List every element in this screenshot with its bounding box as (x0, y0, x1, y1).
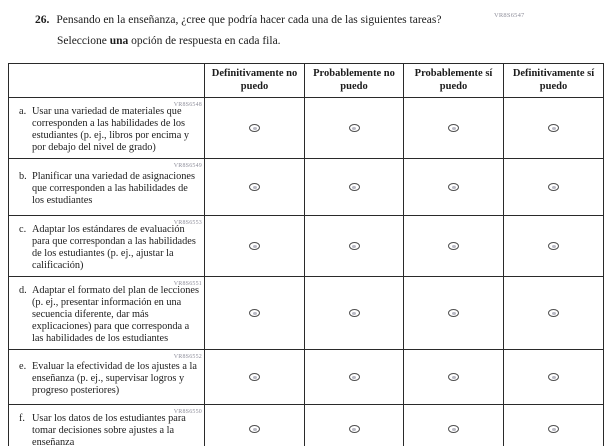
option-cell-probablemente-no (305, 216, 404, 277)
task-cell (9, 159, 205, 216)
row-letter: c. (19, 224, 27, 235)
task-cell (9, 405, 205, 446)
oval-inner-mark (253, 376, 257, 379)
answer-oval-icon[interactable] (448, 183, 459, 191)
option-cell-probablemente-no (305, 277, 404, 350)
row-letter: a. (19, 106, 27, 117)
oval-inner-mark (352, 428, 356, 431)
column-header: Probablemente sí puedo (404, 64, 504, 98)
oval-inner-mark (452, 376, 456, 379)
answer-oval-icon[interactable] (249, 183, 260, 191)
answer-oval-icon[interactable] (249, 309, 260, 317)
oval-inner-mark (552, 376, 556, 379)
answer-oval-icon[interactable] (249, 124, 260, 132)
answer-oval-icon[interactable] (249, 242, 260, 250)
answer-oval-icon[interactable] (349, 124, 360, 132)
question-line (35, 13, 575, 27)
header-row (9, 64, 604, 98)
table-row (9, 98, 604, 159)
task-text (19, 285, 201, 345)
row-task-text: Adaptar los estándares de evaluación para que correspondan a las habilidades de los estudiantes (p. ej., ajustar la calificación) (32, 224, 196, 271)
oval-inner-mark (352, 312, 356, 315)
option-cell-definitivamente-si (504, 277, 604, 350)
row-code: VR8S6553 (173, 220, 202, 226)
option-cell-probablemente-si (404, 405, 504, 446)
task-cell (9, 216, 205, 277)
row-code: VR8S6550 (173, 409, 202, 415)
answer-oval-icon[interactable] (448, 425, 459, 433)
option-cell-probablemente-si (404, 98, 504, 159)
option-cell-probablemente-si (404, 159, 504, 216)
answer-oval-icon[interactable] (249, 425, 260, 433)
answer-oval-icon[interactable] (349, 373, 360, 381)
column-header: Definitivamente no puedo (205, 64, 305, 98)
row-task-text: Evaluar la efectividad de los ajustes a la enseñanza (p. ej., supervisar logros y progreso posteriores) (32, 361, 197, 396)
oval-inner-mark (253, 186, 257, 189)
option-cell-probablemente-si (404, 277, 504, 350)
table-row (9, 159, 604, 216)
row-task-text: Planificar una variedad de asignaciones que corresponden a las habilidades de los estudiantes (32, 171, 195, 206)
table-row (9, 277, 604, 350)
answer-oval-icon[interactable] (548, 373, 559, 381)
row-task-text: Usar una variedad de materiales que corresponden a las habilidades de los estudiantes (p. ej., libros por encima y por debajo del nivel de grado) (32, 106, 189, 153)
answer-oval-icon[interactable] (349, 183, 360, 191)
oval-inner-mark (552, 127, 556, 130)
oval-inner-mark (452, 312, 456, 315)
oval-inner-mark (253, 245, 257, 248)
answer-oval-icon[interactable] (548, 309, 559, 317)
answer-oval-icon[interactable] (249, 373, 260, 381)
option-cell-probablemente-si (404, 216, 504, 277)
table-row (9, 350, 604, 405)
column-header: Definitivamente sí puedo (504, 64, 604, 98)
row-code: VR8S6552 (173, 354, 202, 360)
answer-oval-icon[interactable] (548, 242, 559, 250)
task-text (19, 171, 201, 207)
column-header: Probablemente no puedo (305, 64, 404, 98)
question-number: 26. (35, 14, 50, 26)
row-letter: e. (19, 361, 27, 372)
task-cell (9, 350, 205, 405)
form-code: VR8S6547 (494, 12, 525, 19)
answer-oval-icon[interactable] (349, 309, 360, 317)
question-instruction (57, 34, 575, 48)
row-task-text: Usar los datos de los estudiantes para tomar decisiones sobre ajustes a la enseñanza (32, 413, 186, 446)
table-body (9, 98, 604, 446)
table-row (9, 405, 604, 446)
option-cell-definitivamente-si (504, 350, 604, 405)
row-code: VR8S6549 (173, 163, 202, 169)
oval-inner-mark (552, 186, 556, 189)
oval-inner-mark (452, 127, 456, 130)
option-cell-definitivamente-si (504, 216, 604, 277)
instruction-bold-word: una (109, 35, 129, 47)
option-cell-probablemente-no (305, 405, 404, 446)
answer-oval-icon[interactable] (349, 425, 360, 433)
oval-inner-mark (253, 312, 257, 315)
option-cell-definitivamente-no (205, 216, 305, 277)
answer-oval-icon[interactable] (448, 242, 459, 250)
row-code: VR8S6548 (173, 102, 202, 108)
option-cell-definitivamente-no (205, 350, 305, 405)
option-cell-probablemente-no (305, 350, 404, 405)
oval-inner-mark (253, 428, 257, 431)
oval-inner-mark (552, 312, 556, 315)
oval-inner-mark (352, 376, 356, 379)
option-cell-definitivamente-no (205, 159, 305, 216)
oval-inner-mark (552, 245, 556, 248)
oval-inner-mark (452, 245, 456, 248)
option-cell-definitivamente-no (205, 405, 305, 446)
option-cell-definitivamente-si (504, 159, 604, 216)
row-code: VR8S6551 (173, 281, 202, 287)
task-text (19, 361, 201, 397)
option-cell-definitivamente-no (205, 277, 305, 350)
answer-oval-icon[interactable] (448, 309, 459, 317)
option-cell-definitivamente-no (205, 98, 305, 159)
row-letter: f. (19, 413, 26, 424)
task-cell (9, 98, 205, 159)
instruction-prefix: Seleccione (57, 35, 110, 47)
question-text: Pensando en la enseñanza, ¿cree que podría hacer cada una de las siguientes tareas? (56, 14, 442, 26)
task-cell (9, 277, 205, 350)
row-letter: b. (19, 171, 27, 182)
row-task-text: Adaptar el formato del plan de lecciones (p. ej., presentar información en una secuencia diferente, dar más explicaciones) para que corresponda a las habilidades de los estudiantes (32, 285, 199, 344)
option-cell-definitivamente-si (504, 98, 604, 159)
answer-oval-icon[interactable] (448, 373, 459, 381)
option-cell-probablemente-no (305, 159, 404, 216)
oval-inner-mark (352, 127, 356, 130)
answer-table (8, 63, 604, 446)
answer-oval-icon[interactable] (448, 124, 459, 132)
option-cell-definitivamente-si (504, 405, 604, 446)
answer-oval-icon[interactable] (548, 124, 559, 132)
oval-inner-mark (452, 186, 456, 189)
task-text (19, 106, 201, 154)
option-cell-probablemente-si (404, 350, 504, 405)
oval-inner-mark (352, 186, 356, 189)
oval-inner-mark (352, 245, 356, 248)
oval-inner-mark (253, 127, 257, 130)
answer-oval-icon[interactable] (548, 425, 559, 433)
row-letter: d. (19, 285, 27, 296)
question-block (35, 13, 575, 48)
answer-oval-icon[interactable] (548, 183, 559, 191)
header-corner-cell (9, 64, 205, 98)
task-text (19, 224, 201, 272)
option-cell-probablemente-no (305, 98, 404, 159)
oval-inner-mark (452, 428, 456, 431)
answer-oval-icon[interactable] (349, 242, 360, 250)
instruction-suffix: opción de respuesta en cada fila. (128, 35, 281, 47)
table-row (9, 216, 604, 277)
oval-inner-mark (552, 428, 556, 431)
